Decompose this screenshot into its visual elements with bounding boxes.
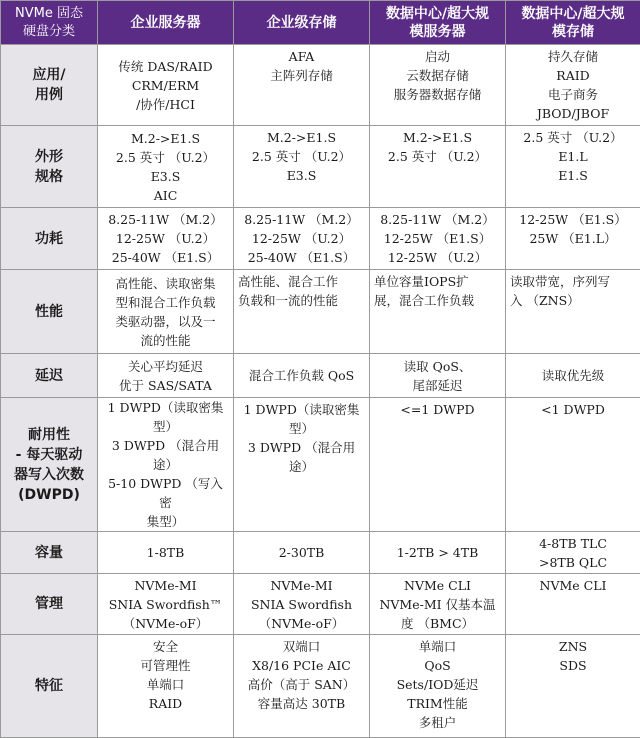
- cell-latency-enterprise-server: [98, 354, 234, 398]
- row-label-line: 管理: [5, 594, 93, 614]
- cell-power-enterprise-server: [98, 208, 234, 270]
- row-label-use-cases: [1, 45, 98, 126]
- header-corner: [1, 1, 98, 45]
- cell-line: 12-25W （E1.S）: [374, 229, 501, 248]
- row-label-line: 耐用性: [5, 425, 93, 445]
- cell-line: 8.25-11W （M.2）: [102, 210, 229, 229]
- cell-line: 12-25W （U.2）: [102, 229, 229, 248]
- cell-line: 入 （ZNS）: [510, 291, 636, 310]
- cell-line: TRIM性能: [374, 694, 501, 713]
- cell-line: RAID: [510, 66, 636, 85]
- cell-line: 1-8TB: [102, 543, 229, 562]
- cell-line: >8TB QLC: [510, 553, 636, 572]
- cell-line: NVMe-MI 仅基本温: [374, 595, 501, 614]
- row-label-line: 用例: [5, 85, 93, 105]
- cell-line: 12-25W （U.2）: [374, 248, 501, 267]
- row-features: [1, 635, 640, 738]
- row-label-line: - 每天驱动: [5, 445, 93, 465]
- cell-line: 读取 QoS、: [374, 357, 501, 376]
- header-label: 数据中心/超大规: [374, 5, 501, 23]
- row-capacity: [1, 532, 640, 574]
- row-label-form-factor: [1, 126, 98, 208]
- cell-line: 读取带宽，序列写: [510, 272, 636, 291]
- header-datacenter-server: [370, 1, 506, 45]
- cell-line: 优于 SAS/SATA: [102, 376, 229, 395]
- row-label-latency: [1, 354, 98, 398]
- cell-line: 负载和一流的性能: [238, 291, 365, 310]
- cell-line: 25-40W （E1.S）: [238, 248, 365, 267]
- row-label-power: [1, 208, 98, 270]
- row-power: [1, 208, 640, 270]
- cell-line: 多租户: [374, 713, 501, 732]
- cell-latency-enterprise-storage: [234, 354, 370, 398]
- cell-line: E3.S: [102, 167, 229, 186]
- cell-management-enterprise-server: [98, 574, 234, 635]
- cell-line: （NVMe-oF）: [102, 614, 229, 633]
- cell-line: E3.S: [238, 166, 365, 185]
- cell-line: 2.5 英寸 （U.2）: [102, 148, 229, 167]
- cell-capacity-datacenter-server: [370, 532, 506, 574]
- cell-line: NVMe-MI: [102, 576, 229, 595]
- cell-line: 2.5 英寸 （U.2）: [374, 147, 501, 166]
- cell-line: 2-30TB: [238, 543, 365, 562]
- cell-line: AIC: [102, 186, 229, 205]
- cell-latency-datacenter-server: [370, 354, 506, 398]
- cell-endurance-datacenter-server: [370, 398, 506, 532]
- row-form-factor: [1, 126, 640, 208]
- cell-line: QoS: [374, 656, 501, 675]
- cell-line: X8/16 PCIe AIC: [238, 656, 365, 675]
- cell-line: 单位容量IOPS扩: [374, 272, 501, 291]
- cell-line: 集型）: [102, 512, 229, 531]
- cell-line: 度 （BMC）: [374, 614, 501, 633]
- cell-line: 3 DWPD （混合用: [102, 436, 229, 455]
- cell-power-enterprise-storage: [234, 208, 370, 270]
- cell-use-cases-enterprise-storage: [234, 45, 370, 126]
- row-label-capacity: [1, 532, 98, 574]
- cell-endurance-datacenter-storage: [506, 398, 640, 532]
- cell-line: 1-2TB > 4TB: [374, 543, 501, 562]
- cell-performance-enterprise-storage: [234, 270, 370, 354]
- row-label-line: 功耗: [5, 229, 93, 249]
- header-enterprise-storage: [234, 1, 370, 45]
- cell-line: M.2->E1.S: [102, 129, 229, 148]
- cell-line: M.2->E1.S: [238, 128, 365, 147]
- cell-line: （NVMe-oF）: [238, 614, 365, 633]
- cell-line: CRM/ERM: [102, 76, 229, 95]
- cell-line: 2.5 英寸 （U.2）: [510, 128, 636, 147]
- cell-line: 25W （E1.L）: [510, 229, 636, 248]
- row-label-line: 应用/: [5, 65, 93, 85]
- header-label: 企业服务器: [102, 14, 229, 32]
- cell-use-cases-datacenter-server: [370, 45, 506, 126]
- row-label-line: 容量: [5, 543, 93, 563]
- header-corner-line: NVMe 固态: [5, 5, 93, 23]
- cell-performance-datacenter-server: [370, 270, 506, 354]
- cell-form-factor-datacenter-server: [370, 126, 506, 208]
- header-label: 模服务器: [374, 23, 501, 41]
- row-performance: [1, 270, 640, 354]
- cell-line: <1 DWPD: [510, 400, 636, 419]
- row-label-features: [1, 635, 98, 738]
- cell-line: NVMe-MI: [238, 576, 365, 595]
- cell-line: 容量高达 30TB: [238, 694, 365, 713]
- cell-line: 1 DWPD（读取密集: [238, 400, 365, 419]
- header-corner-line: 硬盘分类: [5, 23, 93, 41]
- cell-line: 25-40W （E1.S）: [102, 248, 229, 267]
- header-label: 企业级存储: [238, 14, 365, 32]
- cell-latency-datacenter-storage: [506, 354, 640, 398]
- cell-endurance-enterprise-server: [98, 398, 234, 532]
- row-management: [1, 574, 640, 635]
- cell-line: 途）: [238, 457, 365, 476]
- cell-line: 单端口: [374, 637, 501, 656]
- cell-form-factor-enterprise-server: [98, 126, 234, 208]
- cell-line: ZNS: [510, 637, 636, 656]
- cell-line: 电子商务: [510, 85, 636, 104]
- header-row: [1, 1, 640, 45]
- cell-line: 安全: [102, 637, 229, 656]
- row-label-line: 规格: [5, 167, 93, 187]
- cell-line: 可管理性: [102, 656, 229, 675]
- cell-line: 流的性能: [102, 331, 229, 350]
- cell-features-enterprise-server: [98, 635, 234, 738]
- cell-line: 型和混合工作负载: [102, 293, 229, 312]
- cell-line: 展，混合工作负载: [374, 291, 501, 310]
- cell-line: 高性能、读取密集: [102, 274, 229, 293]
- cell-line: /协作/HCI: [102, 95, 229, 114]
- cell-capacity-enterprise-server: [98, 532, 234, 574]
- cell-line: M.2->E1.S: [374, 128, 501, 147]
- cell-endurance-enterprise-storage: [234, 398, 370, 532]
- row-label-line: 特征: [5, 676, 93, 696]
- row-label-line: (DWPD): [5, 485, 93, 505]
- cell-line: 型）: [238, 419, 365, 438]
- cell-line: E1.S: [510, 166, 636, 185]
- cell-line: 双端口: [238, 637, 365, 656]
- cell-line: 高价（高于 SAN）: [238, 675, 365, 694]
- row-label-endurance: [1, 398, 98, 532]
- cell-power-datacenter-storage: [506, 208, 640, 270]
- cell-line: 类驱动器，以及一: [102, 312, 229, 331]
- cell-line: 2.5 英寸 （U.2）: [238, 147, 365, 166]
- cell-line: 5-10 DWPD （写入密: [102, 474, 229, 512]
- cell-line: 关心平均延迟: [102, 357, 229, 376]
- cell-line: RAID: [102, 694, 229, 713]
- cell-line: 12-25W （U.2）: [238, 229, 365, 248]
- cell-line: SNIA Swordfish: [238, 595, 365, 614]
- cell-line: 主阵列存储: [238, 66, 365, 85]
- cell-line: 读取优先级: [510, 366, 636, 385]
- cell-performance-enterprise-server: [98, 270, 234, 354]
- cell-management-datacenter-storage: [506, 574, 640, 635]
- cell-line: 云数据存储: [374, 66, 501, 85]
- cell-features-datacenter-storage: [506, 635, 640, 738]
- cell-capacity-enterprise-storage: [234, 532, 370, 574]
- row-label-line: 外形: [5, 147, 93, 167]
- cell-line: E1.L: [510, 147, 636, 166]
- cell-capacity-datacenter-storage: [506, 532, 640, 574]
- cell-line: 8.25-11W （M.2）: [238, 210, 365, 229]
- cell-line: 1 DWPD（读取密集: [102, 398, 229, 417]
- row-use-cases: [1, 45, 640, 126]
- cell-line: 传统 DAS/RAID: [102, 57, 229, 76]
- cell-form-factor-enterprise-storage: [234, 126, 370, 208]
- row-label-line: 器写入次数: [5, 465, 93, 485]
- cell-line: 3 DWPD （混合用: [238, 438, 365, 457]
- cell-use-cases-datacenter-storage: [506, 45, 640, 126]
- cell-line: 12-25W （E1.S）: [510, 210, 636, 229]
- header-label: 模存储: [510, 23, 636, 41]
- row-label-management: [1, 574, 98, 635]
- cell-line: 型）: [102, 417, 229, 436]
- cell-form-factor-datacenter-storage: [506, 126, 640, 208]
- cell-line: SNIA Swordfish™: [102, 595, 229, 614]
- cell-line: 8.25-11W （M.2）: [374, 210, 501, 229]
- cell-line: NVMe CLI: [510, 576, 636, 595]
- cell-management-enterprise-storage: [234, 574, 370, 635]
- cell-features-enterprise-storage: [234, 635, 370, 738]
- cell-line: 单端口: [102, 675, 229, 694]
- header-label: 数据中心/超大规: [510, 5, 636, 23]
- cell-performance-datacenter-storage: [506, 270, 640, 354]
- cell-line: NVMe CLI: [374, 576, 501, 595]
- cell-line: 混合工作负载 QoS: [238, 366, 365, 385]
- row-endurance: [1, 398, 640, 532]
- cell-line: 服务器数据存储: [374, 85, 501, 104]
- cell-power-datacenter-server: [370, 208, 506, 270]
- cell-line: JBOD/JBOF: [510, 104, 636, 123]
- cell-line: 4-8TB TLC: [510, 534, 636, 553]
- cell-line: 途）: [102, 455, 229, 474]
- cell-line: Sets/IOD延迟: [374, 675, 501, 694]
- header-enterprise-server: [98, 1, 234, 45]
- cell-line: 高性能、混合工作: [238, 272, 365, 291]
- cell-line: SDS: [510, 656, 636, 675]
- cell-line: 启动: [374, 47, 501, 66]
- cell-line: 持久存储: [510, 47, 636, 66]
- row-label-performance: [1, 270, 98, 354]
- header-datacenter-storage: [506, 1, 640, 45]
- cell-line: AFA: [238, 47, 365, 66]
- cell-management-datacenter-server: [370, 574, 506, 635]
- row-latency: [1, 354, 640, 398]
- cell-line: <=1 DWPD: [374, 400, 501, 419]
- cell-features-datacenter-server: [370, 635, 506, 738]
- cell-use-cases-enterprise-server: [98, 45, 234, 126]
- cell-line: 尾部延迟: [374, 376, 501, 395]
- row-label-line: 性能: [5, 302, 93, 322]
- row-label-line: 延迟: [5, 366, 93, 386]
